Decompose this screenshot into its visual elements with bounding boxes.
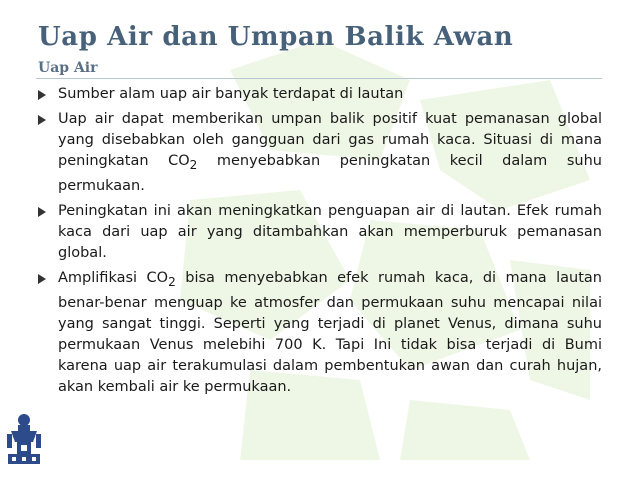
bullet-text: bisa menyebabkan efek rumah kaca, di mana lautan benar-benar menguap ke atmosfer dan permukaan suhu mencapai nilai yang sangat tinggi. Seperti yang terjadi di planet Venus, dimana suhu permukaan Venus melebihi 700 K. Tapi Ini tidak bisa terjadi di Bumi karena uap air terakumulasi dalam pembentukan awan dan curah hujan, akan kembali air ke permukaan. bbox=[58, 269, 602, 395]
institution-logo-icon bbox=[6, 412, 42, 468]
bullet-text: Peningkatan ini akan meningkatkan penguapan air di lautan. Efek rumah kaca dari uap air yang ditambahkan akan memperburuk pemanasan global. bbox=[58, 202, 602, 261]
bullet-text: Amplifikasi CO bbox=[58, 269, 169, 286]
bullet-item bbox=[36, 268, 602, 398]
subscript-text: 2 bbox=[189, 157, 198, 172]
slide-subtitle: Uap Air bbox=[38, 60, 98, 76]
title-divider bbox=[36, 78, 602, 79]
bullet-arrow-icon bbox=[38, 90, 46, 100]
slide-title: Uap Air dan Umpan Balik Awan bbox=[38, 22, 514, 52]
bullet-arrow-icon bbox=[38, 274, 46, 284]
bullet-item bbox=[36, 201, 602, 264]
bullet-text: Sumber alam uap air banyak terdapat di lautan bbox=[58, 86, 404, 102]
bullet-arrow-icon bbox=[38, 207, 46, 217]
bullet-item bbox=[36, 84, 602, 105]
bullet-arrow-icon bbox=[38, 115, 46, 125]
subscript-text: 2 bbox=[168, 274, 176, 289]
bullet-text: menyebabkan peningkatan kecil dalam suhu permukaan. bbox=[58, 153, 602, 194]
bullet-list bbox=[36, 84, 602, 402]
bullet-text: Uap air dapat memberikan umpan balik positif kuat pemanasan global yang disebabkan oleh gangguan dari gas rumah kaca. Situasi di mana peningkatan CO bbox=[58, 111, 602, 169]
bullet-item bbox=[36, 109, 602, 197]
